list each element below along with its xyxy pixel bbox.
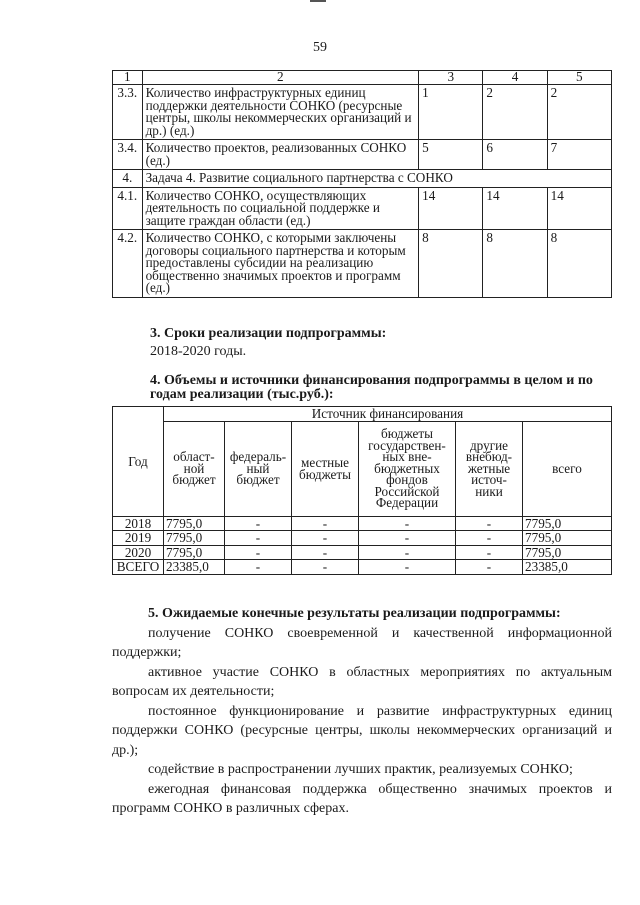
- value-cell: 7795,0: [164, 545, 225, 560]
- task-title: Задача 4. Развитие социального партнерства с СОНКО: [142, 170, 611, 188]
- col-header: 5: [547, 71, 611, 85]
- value-cell: -: [292, 531, 359, 546]
- financing-subheader-row: [113, 421, 612, 516]
- source-header: Источник финансирования: [164, 407, 612, 422]
- value-cell: 2: [483, 85, 547, 140]
- row-number: 4.2.: [113, 230, 143, 298]
- table-row: [113, 545, 612, 560]
- table-row: [113, 187, 612, 230]
- financing-table: [112, 406, 612, 575]
- result-item: активное участие СОНКО в областных мероприятиях по актуальным вопросам их деятельности;: [112, 664, 612, 699]
- value-cell: 6: [483, 140, 547, 170]
- indicator-text: Количество инфраструктурных единиц поддержки деятельности СОНКО (ресурсные центры, школы некоммерческих организаций и др.) (ед.): [142, 85, 419, 140]
- col-header: всего: [523, 421, 612, 516]
- value-cell: 2: [547, 85, 611, 140]
- value-cell: -: [359, 560, 456, 575]
- result-item: содействие в распространении лучших практик, реализуемых СОНКО;: [148, 762, 573, 777]
- col-header: област-ной бюджет: [164, 421, 225, 516]
- value-cell: 7795,0: [523, 516, 612, 531]
- value-cell: 8: [483, 230, 547, 298]
- indicator-text: Количество проектов, реализованных СОНКО (ед.): [142, 140, 419, 170]
- table-row: [113, 516, 612, 531]
- value-cell: 8: [547, 230, 611, 298]
- table-row: [113, 85, 612, 140]
- col-header: 3: [419, 71, 483, 85]
- result-item: ежегодная финансовая поддержка общественно значимых проектов и программ СОНКО в различных сферах.: [112, 781, 612, 816]
- result-item: постоянное функционирование и развитие инфраструктурных единиц поддержки СОНКО (ресурсные центры, школы некоммерческих организаций и др.);: [112, 703, 612, 758]
- indicator-text: Количество СОНКО, осуществляющих деятельность по социальной поддержке и защите граждан области (ед.): [142, 187, 419, 230]
- table-row: [113, 531, 612, 546]
- indicators-table: [112, 70, 612, 298]
- value-cell: 14: [547, 187, 611, 230]
- value-cell: 7795,0: [164, 531, 225, 546]
- value-cell: 7795,0: [523, 531, 612, 546]
- table-row: [113, 230, 612, 298]
- col-header: местные бюджеты: [292, 421, 359, 516]
- value-cell: 7795,0: [164, 516, 225, 531]
- row-number: 4.: [113, 170, 143, 188]
- value-cell: 14: [483, 187, 547, 230]
- value-cell: -: [225, 560, 292, 575]
- value-cell: 14: [419, 187, 483, 230]
- row-number: 3.4.: [113, 140, 143, 170]
- value-cell: -: [359, 531, 456, 546]
- value-cell: 8: [419, 230, 483, 298]
- value-cell: 7: [547, 140, 611, 170]
- year-cell: 2019: [113, 531, 164, 546]
- value-cell: -: [456, 545, 523, 560]
- section-4-heading: 4. Объемы и источники финансирования подпрограммы в целом и по годам реализации (тыс.руб.):: [150, 373, 593, 402]
- value-cell: -: [456, 531, 523, 546]
- table-row: [113, 170, 612, 188]
- section-3-text: 2018-2020 годы.: [150, 344, 247, 359]
- table-row: [113, 140, 612, 170]
- year-cell: ВСЕГО: [113, 560, 164, 575]
- value-cell: -: [225, 516, 292, 531]
- top-mark: [310, 0, 326, 2]
- value-cell: 5: [419, 140, 483, 170]
- row-number: 4.1.: [113, 187, 143, 230]
- indicator-text: Количество СОНКО, с которыми заключены договоры социального партнерства и которым предоставлены субсидии на реализацию общественно значимых проектов и программ (ед.): [142, 230, 419, 298]
- col-header: 1: [113, 71, 143, 85]
- value-cell: -: [225, 545, 292, 560]
- year-cell: 2020: [113, 545, 164, 560]
- col-header: 4: [483, 71, 547, 85]
- value-cell: -: [456, 516, 523, 531]
- value-cell: -: [225, 531, 292, 546]
- value-cell: -: [359, 545, 456, 560]
- page-number: 59: [313, 40, 327, 55]
- row-number: 3.3.: [113, 85, 143, 140]
- table-row: [113, 560, 612, 575]
- value-cell: -: [359, 516, 456, 531]
- result-item: получение СОНКО своевременной и качественной информационной поддержки;: [112, 625, 612, 660]
- value-cell: -: [292, 545, 359, 560]
- col-header: бюджеты государствен-ных вне-бюджетных фондов Российской Федерации: [359, 421, 456, 516]
- indicators-table-header: [113, 71, 612, 85]
- section-5-heading: 5. Ожидаемые конечные результаты реализации подпрограммы:: [148, 606, 561, 621]
- financing-header-row: [113, 407, 612, 422]
- col-header: другие внебюд-жетные источ-ники: [456, 421, 523, 516]
- value-cell: 23385,0: [523, 560, 612, 575]
- col-header: 2: [142, 71, 419, 85]
- value-cell: -: [292, 560, 359, 575]
- value-cell: 1: [419, 85, 483, 140]
- col-header: федераль-ный бюджет: [225, 421, 292, 516]
- section-3-heading: 3. Сроки реализации подпрограммы:: [150, 326, 387, 341]
- year-header: Год: [113, 407, 164, 517]
- section-5: [112, 604, 612, 819]
- value-cell: 23385,0: [164, 560, 225, 575]
- year-cell: 2018: [113, 516, 164, 531]
- value-cell: 7795,0: [523, 545, 612, 560]
- value-cell: -: [292, 516, 359, 531]
- value-cell: -: [456, 560, 523, 575]
